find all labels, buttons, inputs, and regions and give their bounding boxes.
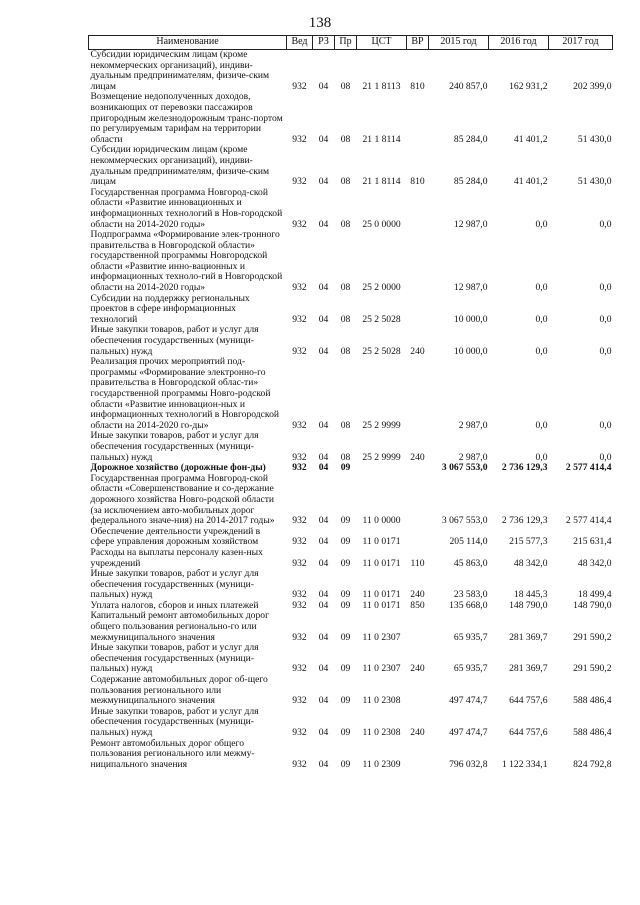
header-vr: ВР <box>407 36 429 50</box>
row-name: Уплата налогов, сборов и иных платежей <box>90 599 259 611</box>
row-name: Возмещение недополученных доходов, возникающих от перевозки пассажиров пригородным железнодорожным транс-портом по регулируемым тарифам на территории области <box>90 91 283 145</box>
row-amount-2015: 2 987,0 <box>458 419 488 431</box>
row-name: Содержание автомобильных дорог об-щего пользования регионального или межмуниципального значения <box>90 674 268 707</box>
table-row <box>89 527 613 548</box>
row-rz: 04 <box>318 80 329 92</box>
row-cst <box>357 463 407 474</box>
row-amount-2016: 215 577,3 <box>509 536 548 548</box>
row-amount-2015: 135 668,0 <box>449 599 488 611</box>
table-row <box>89 431 613 463</box>
row-amount-2015: 240 857,0 <box>449 80 488 92</box>
row-pr: 09 <box>340 462 351 474</box>
row-amount-2017: 148 790,0 <box>573 599 612 611</box>
row-pr: 08 <box>340 345 351 357</box>
row-rz: 04 <box>318 589 329 601</box>
row-vr <box>407 92 429 145</box>
row-name: Иные закупки товаров, работ и услуг для обеспечения государственных (муници-пальных) нужд <box>90 642 259 675</box>
row-vr <box>407 294 429 326</box>
table-row <box>89 230 613 294</box>
row-amount-2015: 497 474,7 <box>449 727 488 738</box>
row-amount-2017: 0,0 <box>599 419 612 431</box>
table-row <box>89 145 613 187</box>
row-name: Капитальный ремонт автомобильных дорог общего пользования регионально-го или межмуниципального значения <box>90 610 270 643</box>
row-amount-2015: 45 863,0 <box>453 557 488 569</box>
row-ved: 932 <box>292 536 307 548</box>
row-pr: 09 <box>340 557 351 569</box>
table-header-row <box>89 36 613 50</box>
row-vr <box>407 611 429 643</box>
row-name: Расходы на выплаты персоналу казен-ных учреждений <box>90 546 263 569</box>
row-pr: 09 <box>340 758 351 770</box>
row-rz: 04 <box>318 536 329 548</box>
table-row <box>89 548 613 569</box>
row-name: Подпрограмма «Формирование элек-тронного правительства в Новгородской области» государственной программы Новгородской области «Развитие инно-вационных и информационных техноло-гий в Новгородской области на 2014-2020 годы» <box>90 229 283 294</box>
row-name: Иные закупки товаров, работ и услуг для обеспечения государственных (муници-пальных) нужд <box>90 324 259 357</box>
row-amount-2015: 2 987,0 <box>458 451 488 463</box>
row-amount-2017: 51 430,0 <box>577 176 612 188</box>
row-vr <box>407 474 429 527</box>
row-ved: 932 <box>292 345 307 357</box>
row-cst: 25 2 0000 <box>362 282 401 294</box>
row-ved: 932 <box>292 727 307 738</box>
header-cst: ЦСТ <box>357 36 407 50</box>
row-cst: 25 2 5028 <box>362 313 401 325</box>
row-amount-2017: 202 399,0 <box>573 80 612 92</box>
row-amount-2017: 0,0 <box>599 282 612 294</box>
row-vr: 850 <box>410 599 425 611</box>
row-amount-2017: 2 577 414,4 <box>565 462 612 474</box>
row-ved: 932 <box>292 631 307 643</box>
row-amount-2015: 85 284,0 <box>453 133 488 145</box>
row-pr: 08 <box>340 176 351 188</box>
row-vr <box>407 188 429 230</box>
table-row <box>89 474 613 527</box>
row-amount-2016: 644 757,6 <box>509 695 548 707</box>
row-amount-2015: 3 067 553,0 <box>441 515 488 527</box>
table-body <box>89 50 613 771</box>
row-amount-2015: 85 284,0 <box>453 176 488 188</box>
row-amount-2016: 0,0 <box>535 451 548 463</box>
row-rz: 04 <box>318 282 329 294</box>
row-cst: 11 0 2308 <box>362 695 401 707</box>
row-ved: 932 <box>292 282 307 294</box>
row-amount-2017: 0,0 <box>599 451 612 463</box>
row-amount-2017: 0,0 <box>599 345 612 357</box>
row-ved: 932 <box>292 462 307 474</box>
row-amount-2017: 588 486,4 <box>573 695 612 707</box>
row-pr: 08 <box>340 133 351 145</box>
row-amount-2016: 0,0 <box>535 313 548 325</box>
row-vr: 240 <box>410 345 425 357</box>
row-cst: 11 0 0171 <box>362 536 401 548</box>
row-pr: 09 <box>340 663 351 675</box>
row-amount-2017: 51 430,0 <box>577 133 612 145</box>
row-amount-2016: 162 931,2 <box>509 80 548 92</box>
row-name: Государственная программа Новгород-ской области «Развитие инновационных и информационных технологий в Нов-городской области на 2014-2020 годы» <box>90 186 283 230</box>
row-rz: 04 <box>318 727 329 738</box>
row-rz: 04 <box>318 345 329 357</box>
row-amount-2015: 12 987,0 <box>453 218 488 230</box>
row-amount-2017: 0,0 <box>599 313 612 325</box>
table-row <box>89 569 613 601</box>
row-amount-2017: 291 590,2 <box>573 663 612 675</box>
row-rz: 04 <box>318 695 329 707</box>
row-cst: 25 0 0000 <box>362 218 401 230</box>
row-amount-2017: 2 577 414,4 <box>565 515 612 527</box>
row-amount-2015: 3 067 553,0 <box>441 462 488 474</box>
row-pr: 09 <box>340 695 351 707</box>
row-cst: 11 0 0000 <box>362 515 401 527</box>
row-cst: 25 2 9999 <box>362 451 401 463</box>
row-amount-2015: 10 000,0 <box>453 345 488 357</box>
page-number: 138 <box>308 15 332 31</box>
row-amount-2016: 148 790,0 <box>509 599 548 611</box>
row-amount-2015: 796 032,8 <box>449 758 488 770</box>
row-vr <box>407 675 429 707</box>
row-ved: 932 <box>292 589 307 601</box>
row-cst: 11 0 2307 <box>362 663 401 675</box>
row-amount-2017: 291 590,2 <box>573 631 612 643</box>
row-ved: 932 <box>292 133 307 145</box>
row-cst: 21 1 8114 <box>362 176 401 188</box>
row-ved: 932 <box>292 313 307 325</box>
row-amount-2016: 18 445,3 <box>513 589 548 601</box>
row-name: Субсидии юридическим лицам (кроме некоммерческих организаций), индиви-дуальным предпринимателям, физиче-ским лицам <box>90 144 270 188</box>
row-cst: 25 2 5028 <box>362 345 401 357</box>
budget-table <box>88 35 613 770</box>
row-amount-2016: 0,0 <box>535 345 548 357</box>
row-rz: 04 <box>318 663 329 675</box>
row-name: Иные закупки товаров, работ и услуг для обеспечения государственных (муници-пальных) нужд <box>90 568 259 601</box>
row-pr: 08 <box>340 313 351 325</box>
row-vr: 240 <box>410 727 425 738</box>
row-name: Реализация прочих мероприятий под-программы «Формирование электронно-го правительства в Новгородской облас-ти» государственной программы Новго-родской области «Развитие инновацион-ных и информационных технологий в Новгородской области на 2014-2020 го-ды» <box>90 356 280 431</box>
row-rz: 04 <box>318 631 329 643</box>
row-vr <box>407 527 429 548</box>
table-row <box>89 325 613 357</box>
row-rz: 04 <box>318 313 329 325</box>
table-row <box>89 739 613 771</box>
row-amount-2016: 48 342,0 <box>513 557 548 569</box>
row-amount-2017: 0,0 <box>599 218 612 230</box>
row-amount-2017: 215 631,4 <box>573 536 612 548</box>
row-vr: 240 <box>410 663 425 675</box>
row-pr: 09 <box>340 515 351 527</box>
table-row <box>89 294 613 326</box>
row-ved: 932 <box>292 176 307 188</box>
row-name: Субсидии на поддержку региональных проектов в сфере информационных технологий <box>90 292 250 325</box>
row-rz: 04 <box>318 515 329 527</box>
row-vr: 810 <box>410 80 425 92</box>
row-ved: 932 <box>292 515 307 527</box>
row-rz: 04 <box>318 419 329 431</box>
row-cst: 21 1 8114 <box>362 133 401 145</box>
row-amount-2017: 588 486,4 <box>573 727 612 738</box>
row-pr: 09 <box>340 599 351 611</box>
row-vr: 810 <box>410 176 425 188</box>
header-name: Наименование <box>89 36 287 50</box>
row-ved: 932 <box>292 419 307 431</box>
row-pr: 08 <box>340 451 351 463</box>
row-name: Иные закупки товаров, работ и услуг для обеспечения государственных (муници-пальных) нужд <box>90 705 259 738</box>
table-row <box>89 643 613 675</box>
row-name: Субсидии юридическим лицам (кроме некоммерческих организаций), индиви-дуальным предпринимателям, физиче-ским лицам <box>90 49 270 92</box>
header-pr: Пр <box>335 36 357 50</box>
row-rz: 04 <box>318 758 329 770</box>
row-cst: 11 0 2309 <box>362 758 401 770</box>
row-rz: 04 <box>318 176 329 188</box>
row-amount-2015: 65 935,7 <box>453 631 488 643</box>
row-amount-2016: 281 369,7 <box>509 631 548 643</box>
header-2016: 2016 год <box>489 36 549 50</box>
row-rz: 04 <box>318 133 329 145</box>
row-pr: 08 <box>340 218 351 230</box>
row-ved: 932 <box>292 80 307 92</box>
row-pr: 08 <box>340 282 351 294</box>
table-row <box>89 92 613 145</box>
row-ved: 932 <box>292 599 307 611</box>
row-name: Иные закупки товаров, работ и услуг для обеспечения государственных (муници-пальных) нужд <box>90 430 259 463</box>
row-vr <box>407 463 429 474</box>
row-pr: 09 <box>340 589 351 601</box>
row-amount-2015: 10 000,0 <box>453 313 488 325</box>
row-cst: 21 1 8113 <box>362 80 401 92</box>
row-amount-2016: 41 401,2 <box>513 176 548 188</box>
row-amount-2016: 1 122 334,1 <box>501 758 548 770</box>
row-cst: 11 0 2308 <box>362 727 401 738</box>
header-2015: 2015 год <box>429 36 489 50</box>
row-cst: 11 0 0171 <box>362 557 401 569</box>
row-amount-2016: 41 401,2 <box>513 133 548 145</box>
row-cst: 11 0 0171 <box>362 599 401 611</box>
row-cst: 11 0 0171 <box>362 589 401 601</box>
row-rz: 04 <box>318 451 329 463</box>
row-vr <box>407 357 429 431</box>
row-amount-2017: 824 792,8 <box>573 758 612 770</box>
row-amount-2016: 0,0 <box>535 282 548 294</box>
row-amount-2016: 0,0 <box>535 218 548 230</box>
row-amount-2016: 0,0 <box>535 419 548 431</box>
row-pr: 08 <box>340 419 351 431</box>
row-name: Дорожное хозяйство (дорожные фон-ды) <box>90 462 266 474</box>
header-rz: РЗ <box>313 36 335 50</box>
header-ved: Вед <box>287 36 313 50</box>
row-amount-2017: 18 499,4 <box>577 589 612 601</box>
row-vr: 240 <box>410 451 425 463</box>
row-ved: 932 <box>292 451 307 463</box>
row-name: Ремонт автомобильных дорог общего пользования регионального или межму-ниципального значения <box>90 737 255 770</box>
header-2017: 2017 год <box>549 36 613 50</box>
row-cst: 25 2 9999 <box>362 419 401 431</box>
row-amount-2015: 23 583,0 <box>453 589 488 601</box>
row-amount-2015: 497 474,7 <box>449 695 488 707</box>
row-amount-2015: 12 987,0 <box>453 282 488 294</box>
row-amount-2015: 205 114,0 <box>449 536 488 548</box>
row-rz: 04 <box>318 218 329 230</box>
table-row <box>89 50 613 93</box>
row-ved: 932 <box>292 218 307 230</box>
row-name: Обеспечение деятельности учреждений в сфере управления дорожным хозяйством <box>90 525 261 548</box>
row-pr: 09 <box>340 631 351 643</box>
row-amount-2017: 48 342,0 <box>577 557 612 569</box>
row-amount-2016: 644 757,6 <box>509 727 548 738</box>
row-rz: 04 <box>318 462 329 474</box>
table-row <box>89 188 613 230</box>
row-ved: 932 <box>292 557 307 569</box>
table-row <box>89 357 613 431</box>
row-name: Государственная программа Новгород-ской области «Совершенствование и со-держание дорожного хозяйства Новго-родской области (за исключением авто-мобильных дорог федерального значе-ния) на 2014-2017 годы» <box>90 472 275 527</box>
row-amount-2016: 2 736 129,3 <box>501 515 548 527</box>
row-ved: 932 <box>292 663 307 675</box>
row-pr: 08 <box>340 80 351 92</box>
row-amount-2016: 2 736 129,3 <box>501 462 548 474</box>
row-ved: 932 <box>292 758 307 770</box>
row-vr <box>407 230 429 294</box>
row-amount-2015: 65 935,7 <box>453 663 488 675</box>
row-pr: 09 <box>340 536 351 548</box>
row-rz: 04 <box>318 557 329 569</box>
row-rz: 04 <box>318 599 329 611</box>
table-row <box>89 611 613 643</box>
row-pr: 09 <box>340 727 351 738</box>
row-vr: 110 <box>410 557 425 569</box>
row-ved: 932 <box>292 695 307 707</box>
row-amount-2016: 281 369,7 <box>509 663 548 675</box>
row-cst: 11 0 2307 <box>362 631 401 643</box>
row-vr <box>407 739 429 771</box>
row-vr: 240 <box>410 589 425 601</box>
table-row <box>89 675 613 707</box>
table-row <box>89 707 613 739</box>
